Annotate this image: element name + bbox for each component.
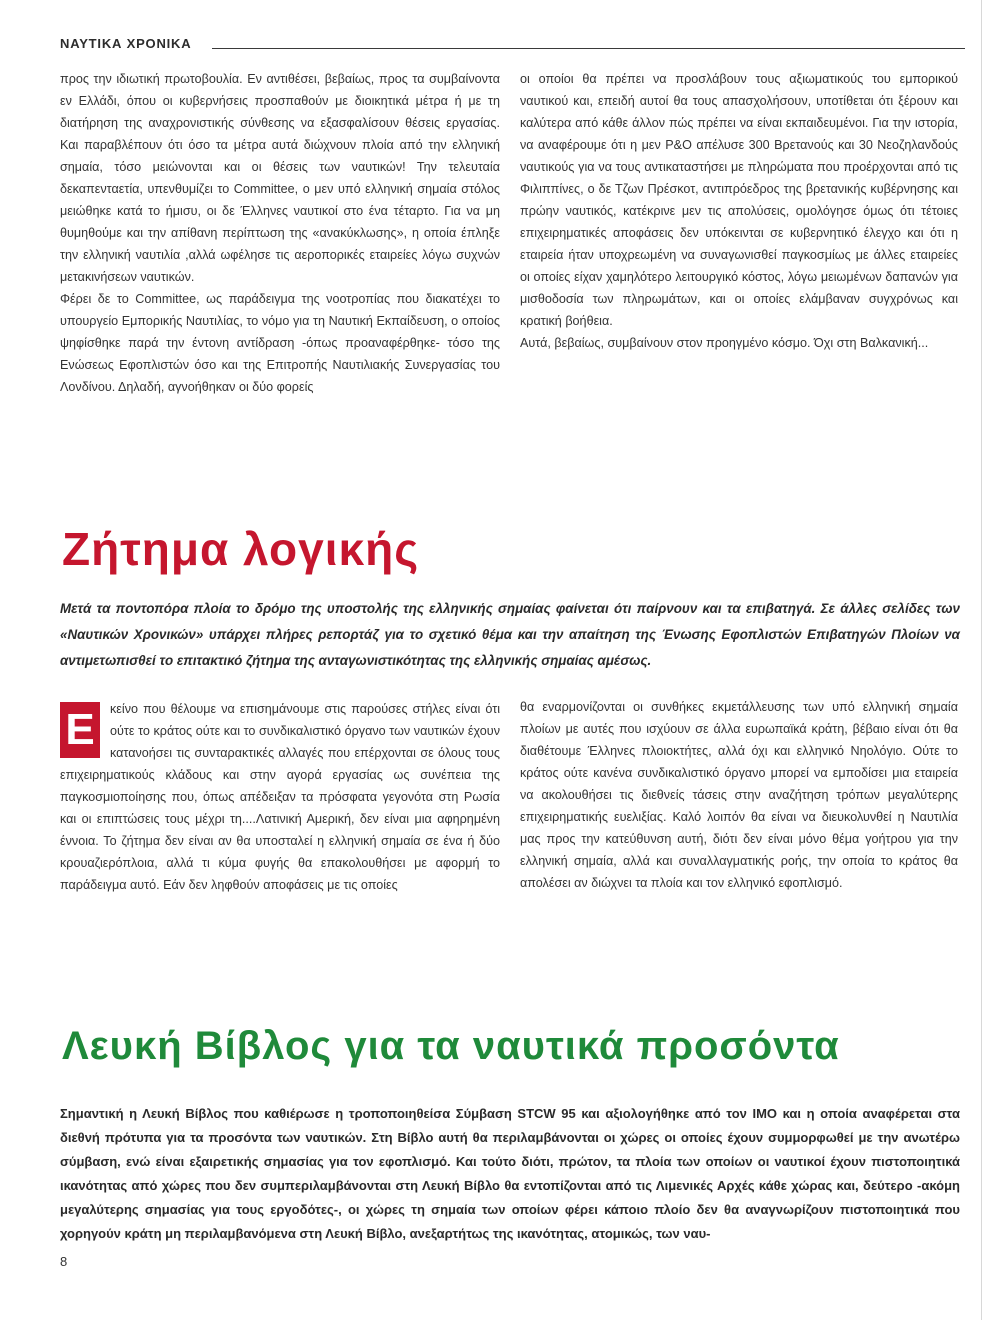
article-top-paragraph-4: Αυτά, βεβαίως, συμβαίνουν στον προηγμένο κόσμο. Όχι στη Βαλκανική... bbox=[520, 336, 929, 350]
article-logic-body-1: κείνο που θέλουμε να επισημάνουμε στις παρούσες στήλες είναι ότι ούτε το κράτος ούτε και το συνδικαλιστικό όργανο των ναυτικών έχουν κατανοήσει τις συνταρακτικές αλλαγές που επέρχονται σε όλους τους επιχειρηματικούς κλάδους και στην αγορά εργασίας ως συνέπεια της παγκοσμιοποίησης που, όπως απέδειξαν τα πρόσφατα γεγονότα στη Ρωσία και οι επιπτώσεις τους μέχρι τη....Λατινική Αμερική, δεν είναι μια αφηρημένη έννοια. Το ζήτημα δεν είναι αν θα υποσταλεί η ελληνική σημαία σε ένα ή δύο κρουαζιερόπλοια, αλλά τι κύμα φυγής θα επακολουθήσει με αφορμή το παράδειγμα αυτό. Εάν δεν ληφθούν αποφάσεις με τις οποίες bbox=[60, 702, 500, 892]
page-number: 8 bbox=[60, 1254, 68, 1269]
article-top-column-2 bbox=[520, 68, 958, 354]
page-edge-line bbox=[981, 0, 982, 1320]
article-top-paragraph-2: Φέρει δε το Committee, ως παράδειγμα της νοοτροπίας που διακατέχει το υπουργείο Εμπορικής Ναυτιλίας, το νόμο για τη Ναυτική Εκπαίδευση, ο οποίος ψηφίσθηκε παρά την έντονη αντίδραση -όπως προαναφέρθηκε- τόσο της Ενώσεως Εφοπλιστών όσο και της Επιτροπής Ναυτιλιακής Συνεργασίας του Λονδίνου. Δηλαδή, αγνοήθηκαν οι δύο φορείς bbox=[60, 292, 500, 394]
article-top-paragraph-3: οι οποίοι θα πρέπει να προσλάβουν τους αξιωματικούς του εμπορικού ναυτικού και, επειδή αυτοί θα τους απασχολήσουν, υποτίθεται ότι ξέρουν και καλύτερα από κάθε άλλον πώς πρέπει να είναι εκπαιδευμένοι. Για την ιστορία, να αναφέρουμε ότι η μεν P&O απέλυσε 300 Βρετανούς και 30 Νεοζηλανδούς ναυτικούς για να τους αντικαταστήσει με πληρώματα που προέρχονται από τις Φιλιππίνες, ο δε Τζων Πρέσκοτ, αντιπρόεδρος της βρετανικής κυβέρνησης και πρώην ναυτικός, κατέκρινε μεν τις απολύσεις, ομολόγησε όμως ότι τέτοιες επιχειρηματικές αποφάσεις δεν υπόκεινται σε κυβερνητικό έλεγχο και ότι η εταιρεία ήταν υποχρεωμένη να συναγωνισθεί παγκοσμίως με άλλες εταιρείες οι οποίες είχαν χαμηλότερο λειτουργικό κόστος, λόγω μειωμένων δαπανών για μισθοδοσία των πληρωμάτων, και οι οποίες ελάμβαναν συγχρόνως και κρατική βοήθεια. bbox=[520, 72, 958, 328]
magazine-name: ΝΑΥΤΙΚΑ ΧΡΟΝΙΚΑ bbox=[60, 36, 192, 51]
article-logic-body-2: θα εναρμονίζονται οι συνθήκες εκμετάλλευσης των υπό ελληνική σημαία πλοίων με αυτές που ισχύουν σε άλλα ευρωπαϊκά κράτη, βέβαιο είναι ότι θα διαθέτουμε Έλληνες πλοιοκτήτες, αλλά όχι και ελληνικό Νηολόγιο. Ούτε το κράτος ούτε κανένα συνδικαλιστικό όργανο μπορεί να εμποδίσει μια εταιρεία να ακολουθήσει τις διεθνείς τάσεις στην αναζήτηση τρόπων μεγαλύτερης επιχειρηματικής ευελιξίας. Καλό λοιπόν θα είναι να διευκολυνθεί η Ναυτιλία μας προς την κατεύθυνση αυτή, διότι δεν είναι μόνο θέμα γοήτρου για την ελληνική σημαία, αλλά και συναλλαγματικής ροής, την οποία το κράτος θα απολέσει αν διώχνει τα πλοία και τον ελληνικό εφοπλισμό. bbox=[520, 700, 958, 890]
article-logic-column-2 bbox=[520, 696, 958, 894]
article-top-column-1 bbox=[60, 68, 500, 398]
article-logic-column-1 bbox=[60, 698, 500, 896]
article-whitebook-lead: Σημαντική η Λευκή Βίβλος που καθιέρωσε η τροποποιηθείσα Σύμβαση STCW 95 και αξιολογήθηκε από τον IMO και η οποία αναφέρεται στα διεθνή πρότυπα για τα προσόντα των ναυτικών. Στη Βίβλο αυτή θα περιλαμβάνονται οι χώρες οι οποίες έχουν συμμορφωθεί με την ανωτέρω σύμβαση, ενώ είναι εξαιρετικής σημασίας για τον εφοπλισμό. Και τούτο διότι, πρώτον, τα πλοία των οποίων οι ναυτικοί έχουν πιστοποιητικά ικανότητας από χώρες που δεν συμπεριλαμβάνονται στη Λευκή Βίβλο θα εντοπίζονται από τις Λιμενικές Αρχές κάθε χώρας και, δεύτερο -ακόμη μεγαλύτερης σημασίας για τους εργοδότες-, οι χώρες τη σημαία των οποίων φέρει κάποιο πλοίο δεν θα αναγνωρίζουν πιστοποιητικά που χορηγούν κράτη μη περιλαμβανόμενα στη Λευκή Βίβλο, ανεξαρτήτως της ικανότητας, ατομικώς, των ναυ- bbox=[60, 1106, 960, 1241]
article-logic-lead: Μετά τα ποντοπόρα πλοία το δρόμο της υποστολής της ελληνικής σημαίας φαίνεται ότι παίρνουν και τα επιβατηγά. Σε άλλες σελίδες των «Ναυτικών Χρονικών» υπάρχει πλήρες ρεπορτάζ για το σχετικό θέμα και την απαίτηση της Ένωσης Εφοπλιστών Επιβατηγών Πλοίων να αντιμετωπισθεί το επιτακτικό ζήτημα της ανταγωνιστικότητας της ελληνικής σημαίας αμέσως. bbox=[60, 601, 960, 668]
drop-cap: Ε bbox=[60, 702, 100, 758]
article-logic-title: Ζήτημα λογικής bbox=[62, 523, 420, 575]
running-header bbox=[60, 36, 965, 52]
article-top-paragraph-1: προς την ιδιωτική πρωτοβουλία. Εν αντιθέσει, βεβαίως, προς τα συμβαίνοντα εν Ελλάδι, όπου οι κυβερνήσεις προσπαθούν με διοικητικά μέτρα ή με τη διατήρηση της αναχρονιστικής σύνθεσης να εξασφαλίσουν θέσεις εργασίας. Και παραβλέπουν ότι όσο τα μέτρα αυτά διώχνουν πλοία από την ελληνική σημαία, τόσο μειώνονται και οι θέσεις των ναυτικών! Την τελευταία δεκαπενταετία, υπενθυμίζει το Committee, ο μεν υπό ελληνική σημαία στόλος μειώθηκε κατά το ήμισυ, οι δε Έλληνες ναυτικοί στο ένα τέταρτο. Για να μη θυμηθούμε και την απίθανη περίπτωση της «ανακύκλωσης», η οποία έπληξε την ελληνική ναυτιλία ,αλλά ωφέλησε τις αεροπορικές εταιρείες λόγω συχνών μετακινήσεων ναυτικών. bbox=[60, 72, 500, 284]
header-rule bbox=[212, 48, 965, 49]
article-whitebook-title: Λευκή Βίβλος για τα ναυτικά προσόντα bbox=[62, 1024, 840, 1068]
